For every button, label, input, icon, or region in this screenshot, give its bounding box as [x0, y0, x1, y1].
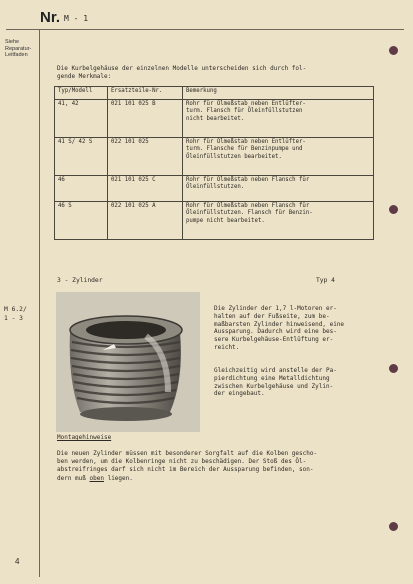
assembly-hints-text: Die neuen Zylinder müssen mit besonderer Sorgfalt auf die Kolben gescho- ben werden, um die Kolbenringe nicht zu beschädigen. Der Stoß des Öl- abstreifringes darf sich nicht im Bereich der Aussparung befinden, son- dern muß oben liegen. [57, 450, 318, 482]
margin-reference: M 6.2/ 1 - 3 [4, 306, 27, 322]
emphasis-oben: oben [89, 474, 104, 482]
section-type: Typ 4 [316, 277, 335, 284]
binder-hole-3 [389, 364, 398, 373]
binder-hole-2 [389, 205, 398, 214]
header-nr-label: Nr. [40, 9, 61, 26]
header-rule [6, 29, 404, 30]
header-code: M - 1 [64, 14, 89, 23]
cell-part: 022 101 025 [108, 138, 183, 176]
col-header-note: Bemerkung [183, 87, 374, 100]
cell-model: 46 S [55, 202, 108, 240]
side-reference-label: Siehe Reparatur- Leitfaden [5, 39, 32, 58]
cell-model: 41, 42 [55, 100, 108, 138]
cell-note: Rohr für Ölmeßstab neben Flansch für Öleinfüllstutzen. [183, 176, 374, 202]
margin-rule [39, 29, 40, 577]
crankcase-table [54, 86, 374, 240]
cell-model: 46 [55, 176, 108, 202]
cell-part: 022 101 025 A [108, 202, 183, 240]
cell-note: Rohr für Ölmeßstab neben Flansch für Öleinfüllstutzen. Flansch für Benzin- pumpe nicht bearbeitet. [183, 202, 374, 240]
col-header-model: Typ/Modell [55, 87, 108, 100]
cell-part: 021 101 025 C [108, 176, 183, 202]
table-header-row [55, 87, 374, 100]
col-header-part: Ersatzteile-Nr. [108, 87, 183, 100]
gasket-description: Gleichzeitig wird anstelle der Pa- pierdichtung eine Metalldichtung zwischen Kurbelgehäuse und Zylin- der eingebaut. [214, 367, 337, 398]
page-number: 4 [15, 557, 20, 566]
table-row [55, 202, 374, 240]
binder-hole-4 [389, 522, 398, 531]
table-row [55, 100, 374, 138]
cylinder-photo [56, 292, 200, 432]
assembly-hints-title: Montagehinweise [57, 434, 112, 441]
cell-model: 41 S/ 42 S [55, 138, 108, 176]
binder-hole-1 [389, 46, 398, 55]
cell-part: 021 101 025 B [108, 100, 183, 138]
cylinder-illustration [56, 292, 200, 432]
cylinder-description: Die Zylinder der 1,7 l-Motoren er- halten auf der Fußseite, zum be- maßbarsten Zylinder hinweisend, eine Aussparung. Dadurch wird eine bes- sere Kurbelgehäuse-Entlüftung er- reicht. [214, 305, 345, 351]
section-title: 3 - Zylinder [57, 277, 103, 284]
cell-note: Rohr für Ölmeßstab neben Entlüfter- turm. Flansch für Öleinfüllstutzen nicht bearbeitet. [183, 100, 374, 138]
intro-paragraph: Die Kurbelgehäuse der einzelnen Modelle unterscheiden sich durch fol- gende Merkmale: [57, 65, 307, 80]
cell-note: Rohr für Ölmeßstab neben Entlüfter- turm. Flansche für Benzinpumpe und Öleinfüllstutzen bearbeitet. [183, 138, 374, 176]
table-row [55, 176, 374, 202]
table-row [55, 138, 374, 176]
